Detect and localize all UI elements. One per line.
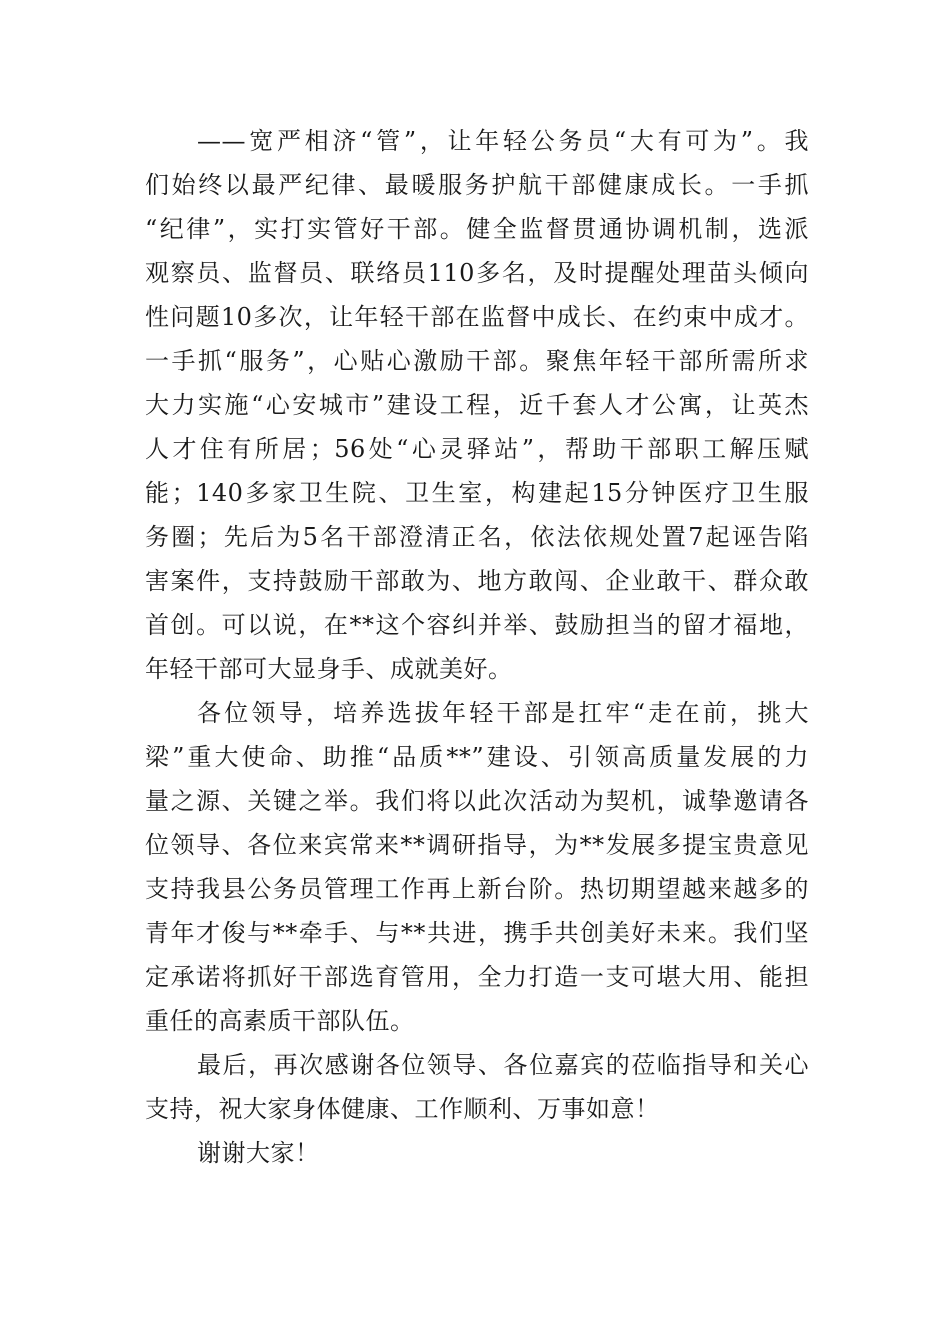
text-line: “纪律”，实打实管好干部。健全监督贯通协调机制，选派 bbox=[145, 215, 809, 243]
text-line: 首创。可以说，在**这个容纠并举、鼓励担当的留才福地， bbox=[145, 611, 809, 639]
text-line: 一手抓“服务”，心贴心激励干部。聚焦年轻干部所需所求 bbox=[145, 347, 809, 375]
text-line: 量之源、关键之举。我们将以此次活动为契机，诚挚邀请各 bbox=[145, 787, 809, 815]
text-line: 支持，祝大家身体健康、工作顺利、万事如意！ bbox=[145, 1095, 660, 1123]
text-line: 能；140多家卫生院、卫生室，构建起15分钟医疗卫生服 bbox=[145, 479, 809, 507]
text-line: 青年才俊与**牵手、与**共进，携手共创美好未来。我们坚 bbox=[145, 919, 809, 947]
paragraph-closing bbox=[145, 1131, 809, 1175]
text-line: 梁”重大使命、助推“品质**”建设、引领高质量发展的力 bbox=[145, 743, 809, 771]
text-line: 年轻干部可大显身手、成就美好。 bbox=[145, 655, 513, 683]
paragraph-discipline-service bbox=[145, 119, 809, 691]
paragraph-invitation bbox=[145, 691, 809, 1043]
text-line: 人才住有所居；56处“心灵驿站”，帮助干部职工解压赋 bbox=[145, 435, 809, 463]
text-line: 位领导、各位来宾常来**调研指导，为**发展多提宝贵意见 bbox=[145, 831, 809, 859]
text-line: 最后，再次感谢各位领导、各位嘉宾的莅临指导和关心 bbox=[197, 1051, 809, 1079]
text-line: 支持我县公务员管理工作再上新台阶。热切期望越来越多的 bbox=[145, 875, 809, 903]
text-line: 定承诺将抓好干部选育管用，全力打造一支可堪大用、能担 bbox=[145, 963, 809, 991]
text-line: 各位领导，培养选拔年轻干部是扛牢“走在前，挑大 bbox=[197, 699, 809, 727]
text-line: ——宽严相济“管”，让年轻公务员“大有可为”。我 bbox=[197, 127, 809, 155]
text-line: 务圈；先后为5名干部澄清正名，依法依规处置7起诬告陷 bbox=[145, 523, 809, 551]
text-line: 谢谢大家！ bbox=[197, 1139, 320, 1167]
paragraph-thanks bbox=[145, 1043, 809, 1131]
text-line: 们始终以最严纪律、最暖服务护航干部健康成长。一手抓 bbox=[145, 171, 809, 199]
text-line: 大力实施“心安城市”建设工程，近千套人才公寓，让英杰 bbox=[145, 391, 809, 419]
text-line: 害案件，支持鼓励干部敢为、地方敢闯、企业敢干、群众敢 bbox=[145, 567, 809, 595]
text-line: 重任的高素质干部队伍。 bbox=[145, 1007, 415, 1035]
document-body bbox=[145, 119, 809, 1175]
text-line: 观察员、监督员、联络员110多名，及时提醒处理苗头倾向 bbox=[145, 259, 809, 287]
text-line: 性问题10多次，让年轻干部在监督中成长、在约束中成才。 bbox=[145, 303, 809, 331]
